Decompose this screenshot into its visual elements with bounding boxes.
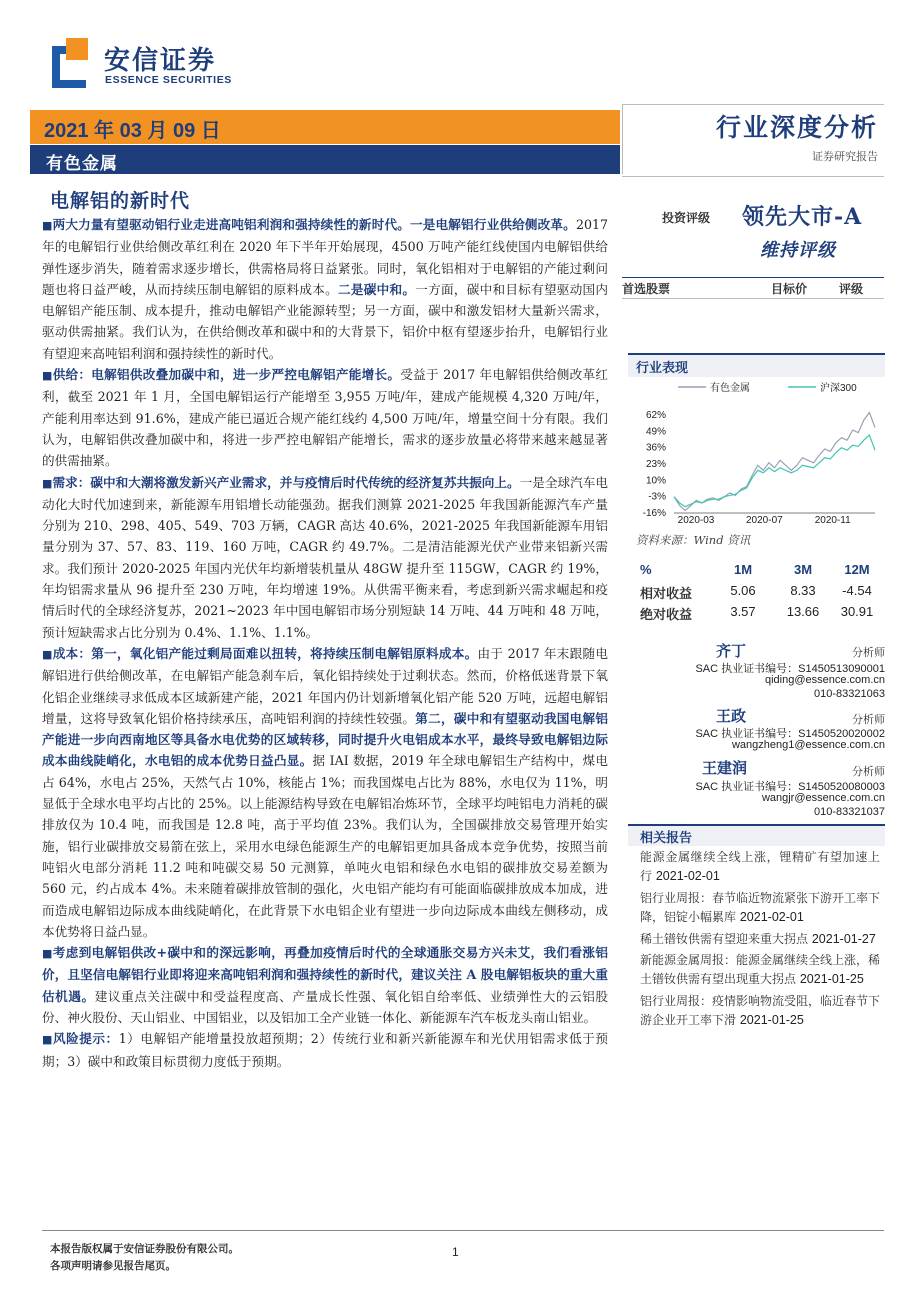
analyst-card [630, 705, 885, 757]
legend-label: 有色金属 [710, 383, 750, 394]
grade-label: 评级 [839, 282, 864, 296]
page-title: 电解铝的新时代 [50, 190, 191, 212]
picks-label: 首选股票 [622, 282, 671, 296]
analyst-email[interactable]: wangzheng1@essence.com.cn [731, 739, 885, 751]
related-report-item[interactable]: 铝行业周报：春节临近物流紧张下游开工率下降，铝锭小幅累库 2021-02-01 [640, 890, 881, 925]
y-tick-label: 49% [645, 426, 666, 438]
y-tick-label: 23% [645, 459, 666, 471]
analyst-role: 分析师 [852, 765, 885, 778]
analyst-sac: SAC 执业证书编号：S1450513090001 [695, 663, 885, 675]
paragraph-risk: ■风险提示：1）电解铝产能增量投放超预期；2）传统行业和新兴新能源车和光伏用铝需求低于预期；3）碳中和政策目标贯彻力度低于预期。 [42, 1031, 608, 1069]
footer-rule [42, 1230, 884, 1231]
sector-name: 有色金属 [46, 154, 118, 174]
report-subtitle: 证券研究报告 [812, 150, 878, 163]
performance-table [630, 560, 882, 623]
analyst-role: 分析师 [852, 713, 885, 726]
analyst-name: 王建润 [702, 759, 748, 777]
related-reports-list [640, 848, 880, 1033]
related-report-item[interactable]: 新能源金属周报：能源金属继续全线上涨，稀土镨钕供需有望出现重大拐点 2021-01-25 [640, 953, 881, 987]
analyst-sac: SAC 执业证书编号：S1450520020002 [695, 728, 885, 740]
series-line [674, 413, 875, 511]
rating-label: 投资评级 [662, 211, 711, 225]
related-report-item[interactable]: 铝行业周报：疫情影响物流受阻，临近春节下游企业开工率下滑 2021-01-25 [640, 993, 881, 1028]
rating-value: 领先大市-A [742, 204, 863, 230]
paragraph-recommendation: ■考虑到电解铝供改+碳中和的深远影响，再叠加疫情后时代的全球通胀交易方兴未艾，我们看涨铝价，且坚信电解铝行业即将迎来高吨铝利润和强持续性的新时代，建议关注 A 股电解铝板块的重大重估机遇。建议重点关注碳中和受益程度高、产量成长性强、氧化铝自给率低、业绩弹性大的云铝股份、神火股份、天山铝业、中国铝业，以及铝加工全产业链一体化、新能源车汽车板龙头南山铝业。 [42, 945, 609, 1025]
y-tick-label: 62% [645, 410, 666, 422]
header-rule [622, 104, 884, 105]
analyst-card [630, 640, 885, 704]
table-row: 相对收益 5.06 8.33 -4.54 [640, 583, 872, 602]
analyst-phone: 010-83321037 [814, 806, 885, 818]
analyst-card [630, 757, 885, 821]
brand-name-en: ESSENCE SECURITIES [105, 74, 232, 86]
table-row: 绝对收益 3.57 13.66 30.91 [640, 604, 874, 623]
y-tick-label: -3% [648, 491, 666, 503]
report-type: 行业深度分析 [715, 113, 878, 142]
paragraph-summary: ■两大力量有望驱动铝行业走进高吨铝利润和强持续性的新时代。一是电解铝行业供给侧改革。2017 年的电解铝行业供给侧改革红利在 2020 年下半年开始展现，4500 万吨产能红线使国内电解铝供给弹性逐步消失，随着需求逐步增长，供需格局将日益紧张。同时，氧化铝相对于电解铝的产能过剩问题也将日益严峻，从而持续压制电解铝的原料成本。二是碳中和。一方面，碳中和目标有望驱动国内电解铝产能压制、成本提升，推动电解铝产业能源转型；另一方面，碳中和激发铝材大量新兴需求，驱动供需抽紧。我们认为，在供给侧改革和碳中和的大背景下，铝价中枢有望逐步抬升，电解铝行业有望迎来高吨铝利润和强持续性的新时代。 [42, 217, 609, 361]
analyst-name: 齐丁 [716, 642, 747, 660]
page-number: 1 [452, 1245, 459, 1259]
sector-bar [30, 145, 620, 174]
y-tick-label: -16% [642, 508, 666, 519]
rating-action: 维持评级 [760, 240, 836, 261]
paragraph-demand: ■需求：碳中和大潮将激发新兴产业需求，并与疫情后时代传统的经济复苏共振向上。一是全球汽车电动化大时代加速到来，新能源车用铝增长动能强劲。据我们测算 2021-2025 年我国新能源汽车产量分别为 210、298、405、549、703 万辆，CAGR 高达 40.6%，2021-2025 年我国新能源车用铝量分别为 37、57、83、119、160 万吨，CAGR 约 49.7%。二是清洁能源光伏产业带来铝新兴需求。我们预计 2020-2025 年国内光伏年均新增装机量从 48GW 提升至 115GW，CAGR 约 19%，年均铝需求量从 96 提升至 230 万吨，年均增速 19%。从供需平衡来看，考虑到新兴需求崛起和疫情后时代的全球经济复苏，2021~2023 年中国电解铝市场分别短缺 14 万吨、44 万吨和 48 万吨，预计短缺需求占比分别为 0.4%、1.1%、1.1%。 [42, 474, 609, 640]
x-tick-label: 2020-03 [677, 515, 715, 526]
footer-copyright: 本报告版权属于安信证券股份有限公司。 [50, 1243, 239, 1255]
analyst-role: 分析师 [852, 646, 885, 659]
report-body [42, 214, 608, 1072]
legend-label: 沪深300 [820, 383, 857, 394]
table-header: % 1M 3M 12M [640, 562, 870, 577]
performance-chart [630, 377, 885, 527]
analyst-email[interactable]: wangjr@essence.com.cn [761, 792, 885, 804]
report-date: 2021 年 03 月 09 日 [44, 120, 221, 142]
y-tick-label: 36% [645, 442, 666, 454]
y-tick-label: 10% [645, 475, 666, 487]
brand-name-cn: 安信证券 [104, 46, 217, 76]
performance-title: 行业表现 [636, 361, 689, 376]
series-line [674, 435, 875, 507]
analyst-name: 王政 [716, 707, 747, 725]
x-tick-label: 2020-11 [814, 515, 851, 526]
related-report-item[interactable]: 能源金属继续全线上涨，锂精矿有望加速上行 2021-02-01 [640, 850, 880, 884]
x-tick-label: 2020-07 [746, 515, 783, 526]
related-report-item[interactable]: 稀土镨钕供需有望迎来重大拐点 2021-01-27 [640, 931, 876, 946]
analyst-sac: SAC 执业证书编号：S1450520080003 [695, 781, 885, 793]
analyst-phone: 010-83321063 [814, 688, 885, 700]
target-price-label: 目标价 [771, 282, 808, 296]
analyst-email[interactable]: qiding@essence.com.cn [764, 674, 885, 686]
paragraph-supply: ■供给：电解铝供改叠加碳中和，进一步严控电解铝产能增长。受益于 2017 年电解铝供给侧改革红利，截至 2021 年 1 月，全国电解铝运行产能增至 3,955 万吨/年，建成产能规模 4,320 万吨/年，产能利用率达到 91.6%，建成产能已逼近合规产能红线约 4,500 万吨/年，增量空间十分有限。我们认为，电解铝供改叠加碳中和，将进一步严控电解铝产能增长，需求的逐步放量必将带来越来越显著的供需抽紧。 [42, 367, 608, 469]
header-divider [622, 104, 623, 174]
chart-source: 资料来源：Wind 资讯 [636, 533, 751, 547]
company-logo [52, 38, 96, 88]
footer-disclaimer: 各项声明请参见报告尾页。 [50, 1260, 176, 1272]
related-title: 相关报告 [640, 831, 693, 846]
paragraph-cost: ■成本：第一，氧化铝产能过剩局面难以扭转，将持续压制电解铝原料成本。由于 2017 年末跟随电解铝进行供给侧改革，在电解铝产能急刹车后，氧化铝持续处于过剩状态。然而，价格低迷背景下氧化铝企业继续寻求低成本区域新建产能，2021 年国内仍计划新增氧化铝产能 520 万吨，远超电解铝增量，这将导致氧化铝价格持续承压，高吨铝利润的持续性较强。第二，碳中和有望驱动我国电解铝产能进一步向西南地区等具备水电优势的区域转移，同时提升火电铝成本水平，最终导致电解铝边际成本曲线陡峭化，水电铝的成本优势日益凸显。据 IAI 数据，2019 年全球电解铝生产结构中，煤电占 64%，水电占 25%，天然气占 10%，核能占 1%；而我国煤电占比为 88%，水电仅为 11%，明显低于全球水电平均占比的 25%。以上能源结构导致在电解铝冶炼环节，全球平均吨铝电力消耗的碳排放仅为 10.4 吨，而我国是 12.8 吨，高于平均值 23%。我们认为，全国碳排放交易管理开始实施，铝行业碳排放交易箭在弦上，采用水电绿色能源生产的电解铝更加具备成本竞争优势，按照当前吨铝火电部分消耗 11.2 吨和吨碳交易 50 元测算，单吨火电铝和绿色水电铝的碳排放交易差额为 560 元，约占成本 4%。未来随着碳排放管制的强化，火电铝产能均有可能面临碳排放成本加成，进而造成电解铝边际成本曲线陡峭化，在此背景下水电铝企业有望进一步向边际成本曲线左侧移动，成本优势将日益凸显。 [42, 645, 609, 939]
header-rule-bottom [622, 176, 884, 177]
